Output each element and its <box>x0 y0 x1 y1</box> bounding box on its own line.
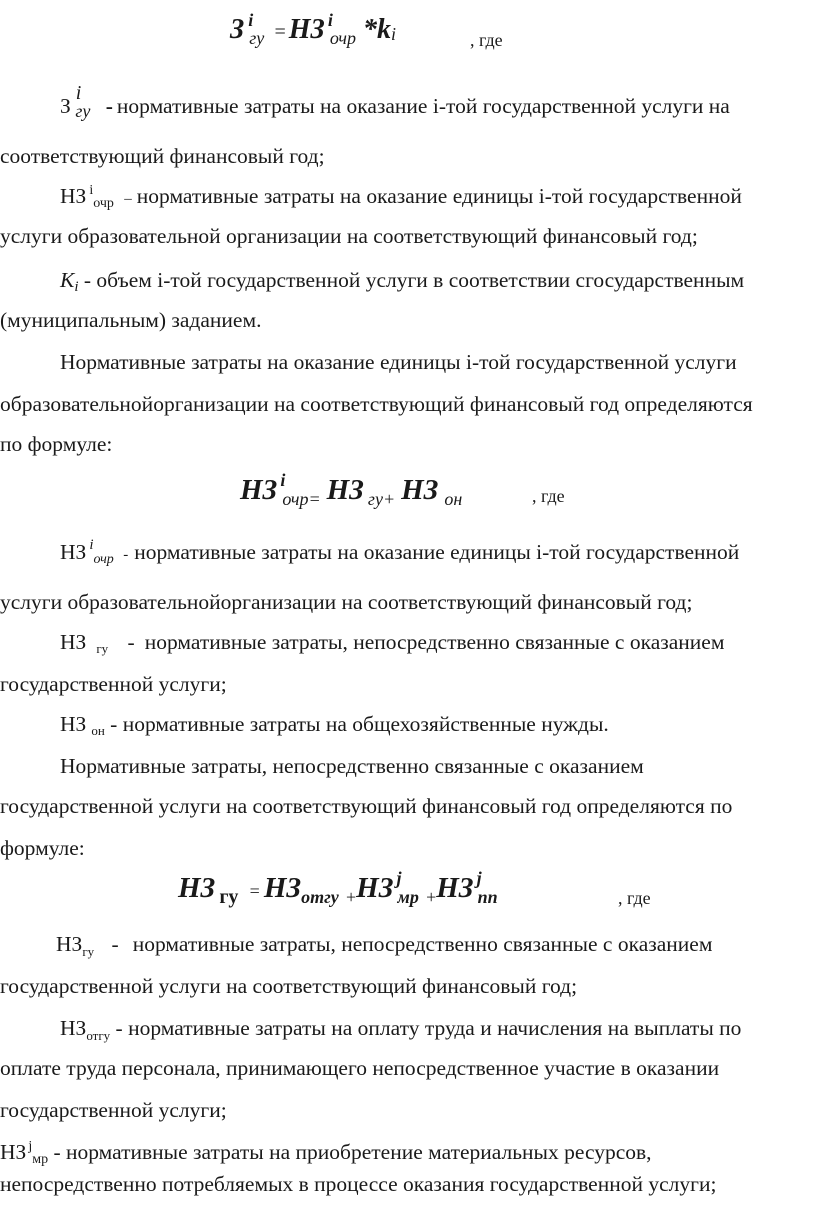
def-4-line-2: услуги образовательнойорганизации на соответствующий финансовый год; <box>0 590 693 614</box>
formula-2-eq: = <box>308 489 321 509</box>
def-7-dash: - <box>111 932 119 956</box>
formula-1-where: , где <box>470 30 503 50</box>
def-1-dash: - <box>105 94 113 118</box>
formula-1-lhs: З <box>230 14 245 45</box>
def-5-text-1: нормативные затраты, непосредственно связанные с оказанием <box>144 630 725 654</box>
def-6-symbol: НЗ <box>60 712 87 736</box>
formula-3-t2-sub: отгу <box>301 887 339 907</box>
def-8-sub: отгу <box>86 1028 111 1043</box>
formula-3-plus-1: + <box>346 887 357 907</box>
formula-2-t1: НЗ <box>240 474 278 506</box>
def-2-text-1: нормативные затраты на оказание единицы i-той государственной <box>136 184 742 208</box>
def-6-text-1: - нормативные затраты на общехозяйственные нужды. <box>110 712 609 736</box>
def-8-symbol: НЗ <box>60 1016 87 1040</box>
formula-1-t1: НЗ <box>288 14 325 45</box>
formula-3-t4-sup: j <box>476 868 482 888</box>
formula-3-where: , где <box>618 888 651 908</box>
formula-3-t4: НЗ <box>436 872 474 904</box>
def-5-dash: - <box>127 630 135 654</box>
def-2-line-2: услуги образовательной организации на соответствующий финансовый год; <box>0 224 698 248</box>
formula-3-t3-sup: j <box>396 868 402 888</box>
def-3-sub: i <box>74 279 79 295</box>
formula-1-lhs-sub: гу <box>249 28 265 48</box>
def-7-sub: гу <box>82 944 95 959</box>
formula-1-t1-sup: i <box>327 10 333 30</box>
def-4-sup: i <box>89 537 94 553</box>
para-1-line-1: Нормативные затраты на оказание единицы i-той государственной услуги <box>60 350 737 374</box>
formula-1-t1-sub: очр <box>329 28 356 48</box>
def-1-symbol: З <box>60 94 71 118</box>
def-6-line-1 <box>60 714 609 736</box>
formula-3-t3-sub: мр <box>397 887 419 907</box>
def-5-line-1 <box>60 632 724 654</box>
def-9-symbol: НЗ <box>0 1140 27 1164</box>
formula-1 <box>230 10 396 62</box>
formula-1-eq: = <box>273 21 287 43</box>
def-9-line-1 <box>0 1139 652 1167</box>
formula-2-t2-sub: гу <box>367 489 383 509</box>
def-4-dash: - <box>123 547 129 563</box>
formula-2-t2: НЗ <box>326 474 364 506</box>
formula-3-t1-sub: гу <box>219 886 239 908</box>
def-9-text-1: - нормативные затраты на приобретение материальных ресурсов, <box>53 1140 652 1164</box>
def-3-text-1: - объем i-той государственной услуги в соответствии сгосударственным <box>83 268 745 292</box>
def-3-line-2: (муниципальным) заданием. <box>0 308 262 332</box>
def-9-line-2: непосредственно потребляемых в процессе оказания государственной услуги; <box>0 1172 717 1196</box>
formula-2-plus: + <box>382 489 396 509</box>
formula-2-t1-sub: очр <box>282 489 309 509</box>
def-1-text-1: нормативные затраты на оказание i-той государственной услуги на <box>116 94 730 118</box>
def-1-line-2: соответствующий финансовый год; <box>0 144 325 168</box>
formula-3-plus-2: + <box>426 887 437 907</box>
def-2-sup: i <box>89 183 94 198</box>
formula-2-where: , где <box>532 486 565 506</box>
para-1-line-3: по формуле: <box>0 432 113 456</box>
def-7-text-1: нормативные затраты, непосредственно связанные с оказанием <box>132 932 713 956</box>
formula-3-t4-sub: пп <box>477 887 498 907</box>
def-7-line-2: государственной услуги на соответствующий финансовый год; <box>0 974 578 998</box>
para-2-line-2: государственной услуги на соответствующий финансовый год определяются по <box>0 794 733 818</box>
def-3-line-1 <box>60 268 745 295</box>
def-2-dash: – <box>124 191 132 207</box>
def-4-sub: очр <box>93 552 114 567</box>
def-8-line-3: государственной услуги; <box>0 1098 227 1122</box>
def-4-symbol: НЗ <box>60 540 87 564</box>
def-6-sub: он <box>91 723 105 738</box>
formula-3-eq: = <box>249 881 260 901</box>
para-1-line-2: образовательнойорганизации на соответствующий финансовый год определяются <box>0 392 753 416</box>
def-4-text-1: нормативные затраты на оказание единицы i-той государственной <box>134 540 740 564</box>
def-2-line-1 <box>60 183 742 211</box>
def-8-text-1: - нормативные затраты на оплату труда и начисления на выплаты по <box>115 1016 742 1040</box>
def-9-sup: j <box>28 1139 33 1154</box>
para-2-line-3: формуле: <box>0 836 85 860</box>
def-2-symbol: НЗ <box>60 184 87 208</box>
def-4-line-1 <box>60 537 740 567</box>
def-1-line-1 <box>60 82 730 121</box>
formula-2-t1-sup: i <box>280 470 286 490</box>
formula-3-t3: НЗ <box>356 872 394 904</box>
formula-1-t2-sub: i <box>390 24 396 44</box>
def-5-symbol: НЗ <box>60 630 87 654</box>
def-1-sub: гу <box>75 101 91 121</box>
formula-3 <box>178 868 498 908</box>
def-8-line-1 <box>60 1016 742 1043</box>
def-7-symbol: НЗ <box>56 932 83 956</box>
formula-2-t3-sub: он <box>444 489 463 509</box>
def-5-sub: гу <box>96 641 109 656</box>
para-2-line-1: Нормативные затраты, непосредственно связанные с оказанием <box>60 754 644 778</box>
def-8-line-2: оплате труда персонала, принимающего непосредственное участие в оказании <box>0 1056 720 1080</box>
def-1-sup: i <box>75 82 82 104</box>
def-2-sub: очр <box>93 196 114 211</box>
def-5-line-2: государственной услуги; <box>0 672 227 696</box>
formula-3-t2: НЗ <box>263 872 302 904</box>
formula-1-lhs-sup: i <box>248 10 254 30</box>
def-9-sub: мр <box>32 1152 49 1167</box>
formula-2-t3: НЗ <box>401 474 439 506</box>
def-7-line-1 <box>56 932 713 959</box>
def-3-symbol: K <box>60 268 75 292</box>
formula-2 <box>240 470 463 509</box>
formula-3-t1: НЗ <box>178 872 216 904</box>
formula-1-op: * <box>362 14 377 45</box>
formula-1-t2: k <box>376 14 391 45</box>
